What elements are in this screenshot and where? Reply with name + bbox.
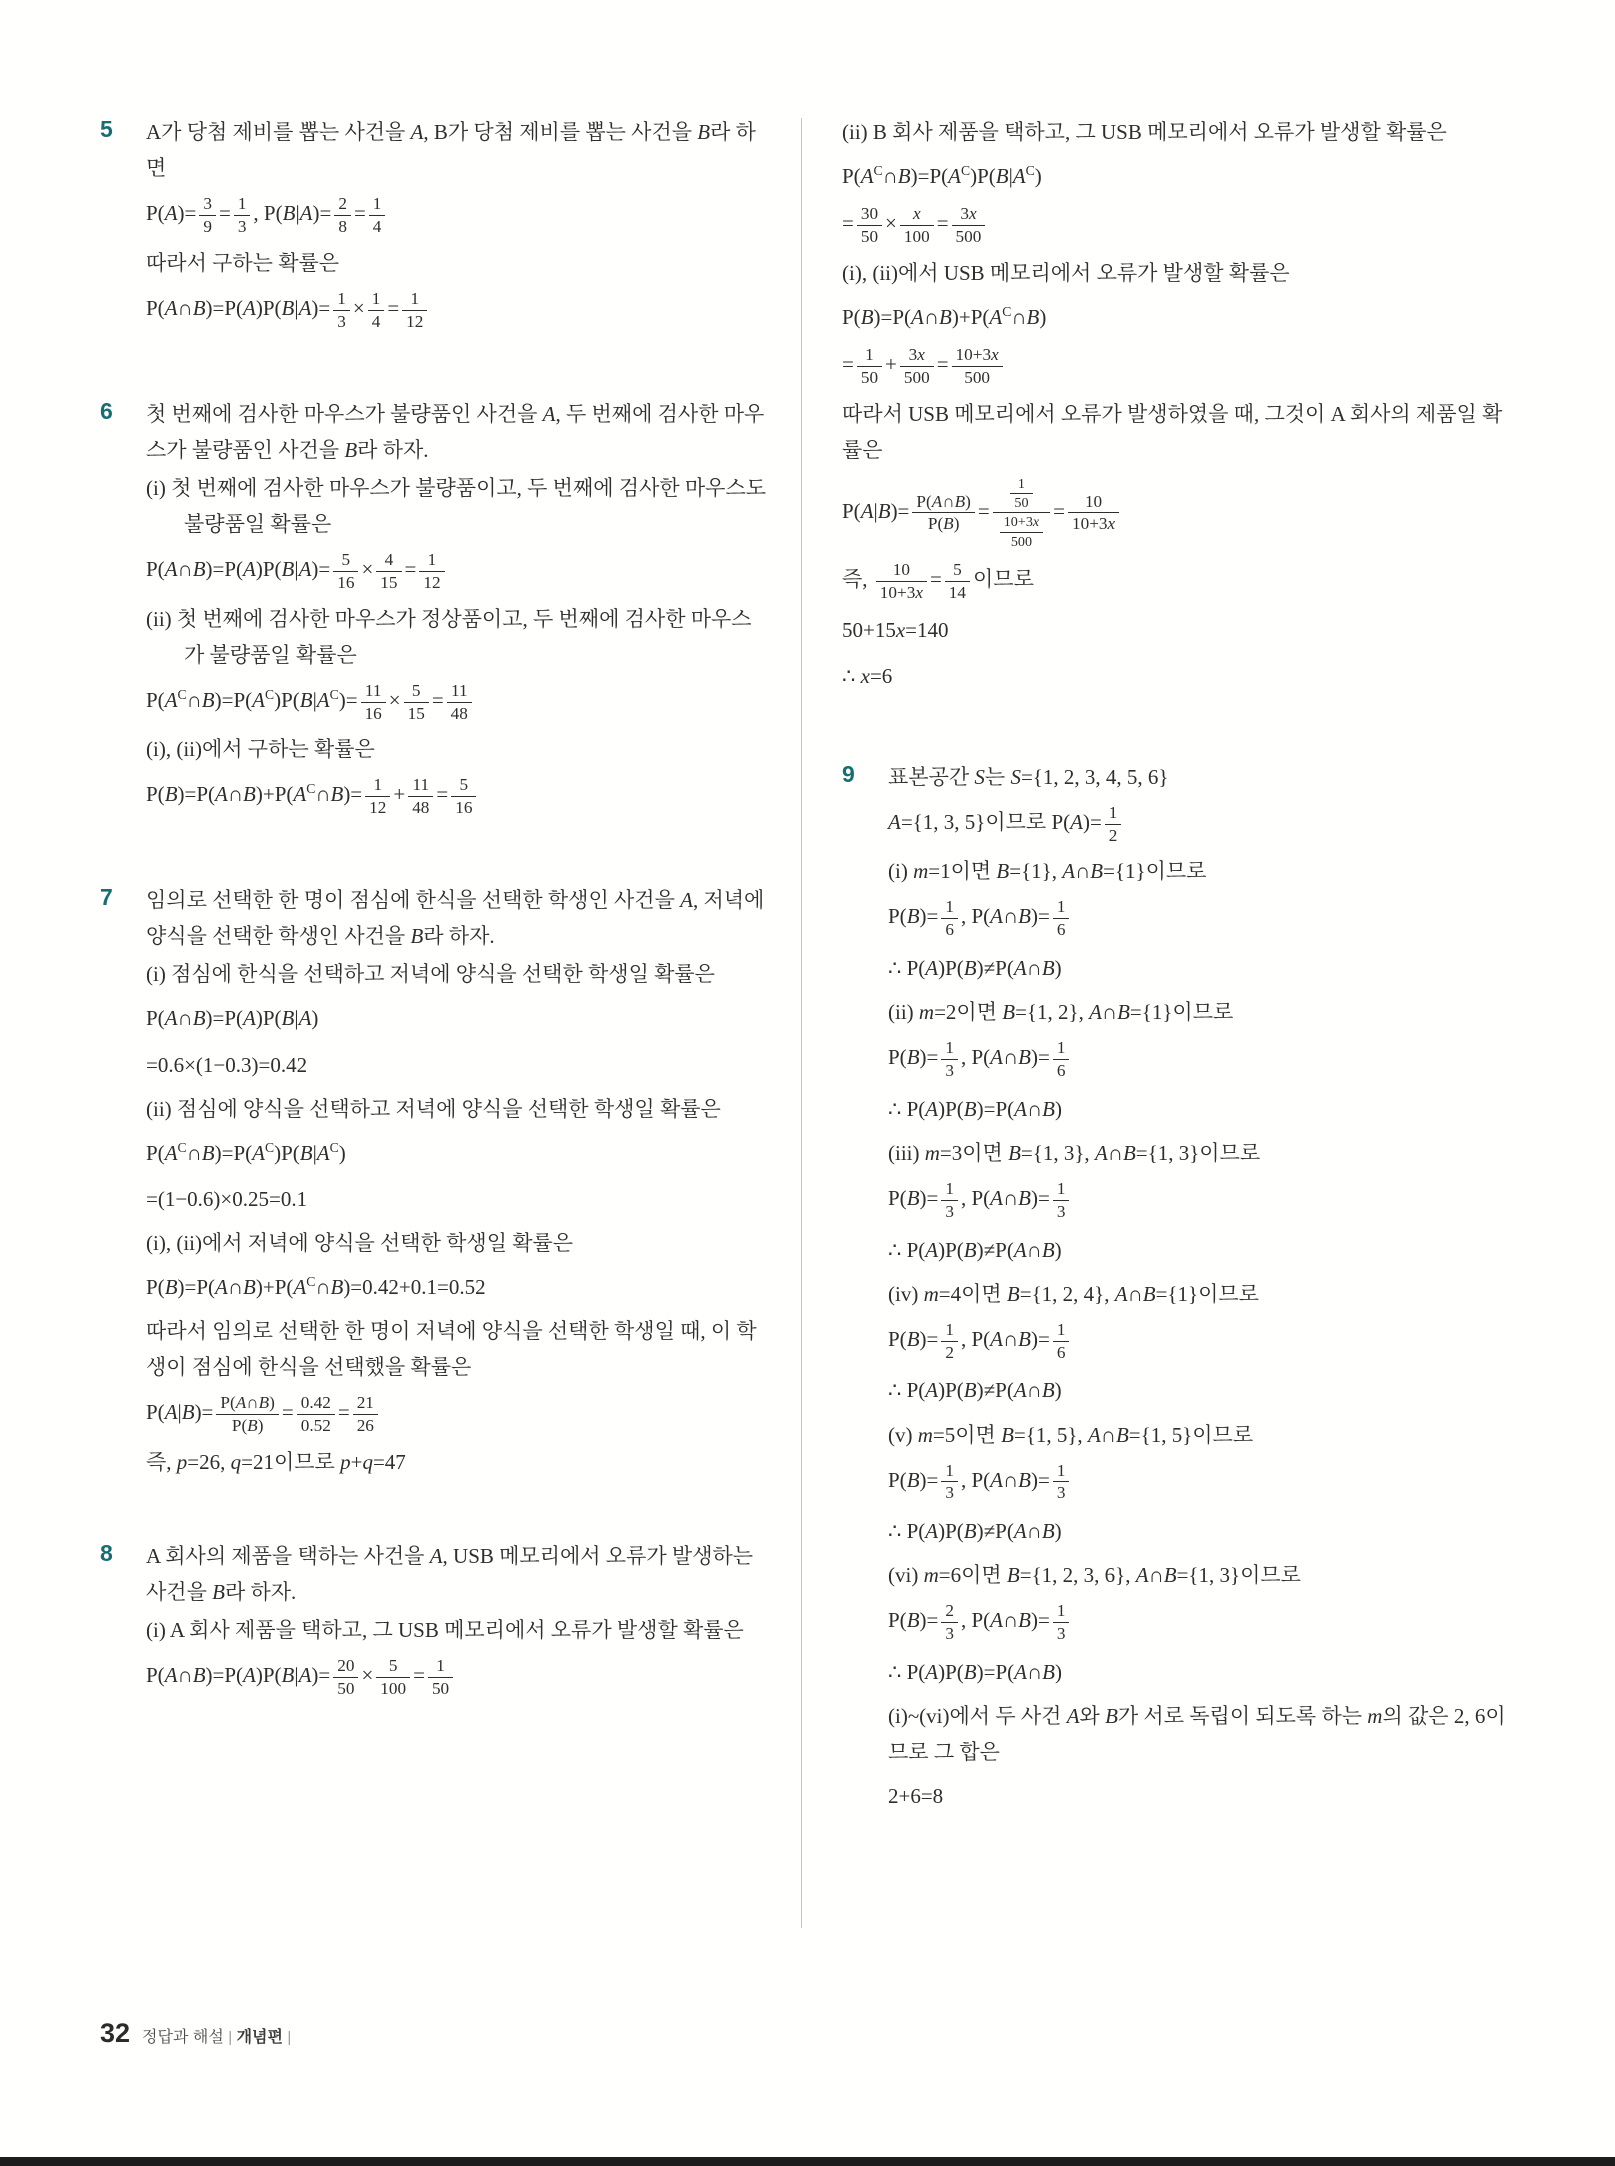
fraction: $\frac{P(A\cap B)}{P(B)}$ (216, 1393, 279, 1436)
fraction: $\frac{1}{50}$ (1010, 476, 1032, 511)
fraction: $\frac{1}{3}$ (1053, 1179, 1070, 1222)
fraction: $\frac{0.42}{0.52}$ (297, 1393, 335, 1436)
formula-line: P(B)= $\frac{1}{3}$ , P(A∩B)= $\frac{1}{3}$ (888, 1177, 1510, 1224)
text-line: (i) A 회사 제품을 택하고, 그 USB 메모리에서 오류가 발생할 확률은 (146, 1618, 744, 1643)
footer-separator: | (287, 2029, 292, 2046)
text-line: A가 당첨 제비를 뽑는 사건을 A, B가 당첨 제비를 뽑는 사건을 B라 하면 (146, 120, 756, 181)
fraction: $\frac{2}{3}$ (941, 1601, 958, 1644)
page-bottom-bar (0, 2157, 1615, 2166)
problem (100, 112, 768, 340)
text-line: A 회사의 제품을 택하는 사건을 A, USB 메모리에서 오류가 발생하는 사건을 B라 하자. (146, 1544, 754, 1605)
fraction: $\frac{5}{15}$ (404, 681, 429, 724)
fraction: $\frac{1}{6}$ (1053, 897, 1070, 940)
formula-line: ∴ P(A)P(B)≠P(A∩B) (888, 1237, 1062, 1262)
formula-line: 50+15x=140 (842, 618, 949, 643)
formula-line: ∴ P(A)P(B)=P(A∩B) (888, 1660, 1062, 1685)
problem-number: 9 (842, 760, 855, 787)
problem-body (146, 1536, 768, 1707)
fraction: $\frac{4}{15}$ (376, 550, 401, 593)
formula-line: $P(A^C\cap B)=P(A^C)P(B|A^C)$ (842, 163, 1042, 189)
fraction: $\frac{1}{12}$ (402, 289, 427, 332)
footer-book-label: 개념편 (236, 2029, 283, 2046)
text-line: 따라서 구하는 확률은 (146, 250, 340, 275)
problem (100, 880, 768, 1482)
formula-line: P(A)= $\frac{3}{9}$ = $\frac{1}{3}$ , P(B|A)= $\frac{2}{8}$ = $\frac{1}{4}$ (146, 192, 768, 239)
formula-line: 즉, $\frac{10}{10+3x}$ = $\frac{5}{14}$ 이므로 (842, 559, 1034, 602)
problem-body (146, 394, 768, 827)
fraction: $\frac{1}{3}$ (941, 1038, 958, 1081)
formula-line: P(B)= $\frac{1}{6}$ , P(A∩B)= $\frac{1}{6}$ (888, 895, 1510, 942)
fraction: $\frac{1}{3}$ (333, 289, 350, 332)
fraction: $\frac{11}{48}$ (447, 681, 472, 724)
problem-number: 8 (100, 1540, 113, 1567)
footer-separator: | (228, 2029, 233, 2046)
fraction: $\frac{30}{50}$ (857, 204, 882, 247)
formula-line: $P(B)=P(A\cap B)+P(A^C\cap B)=0.42+0.1=0.52$ (146, 1274, 486, 1300)
fraction: $\frac{5}{16}$ (451, 775, 476, 818)
formula-line: P(A|B)= $\frac{P(A\cap B)}{P(B)}$ = $\frac{\frac{1}{50}}{\frac{10+3x}{500}}$ = $\frac{10}{10+3x}$ (842, 474, 1510, 552)
formula-line: 2+6=8 (888, 1784, 944, 1809)
text-line: 따라서 임의로 선택한 한 명이 저녁에 양식을 선택한 학생일 때, 이 학생이 점심에 한식을 선택했을 확률은 (146, 1319, 757, 1380)
fraction: $\frac{1}{3}$ (1053, 1461, 1070, 1504)
footer-section-label: 정답과 해설 (142, 2029, 224, 2046)
fraction: $\frac{5}{14}$ (945, 560, 970, 603)
page-number: 32 (100, 2018, 131, 2048)
problem-number: 7 (100, 884, 113, 911)
formula-line: ∴ P(A)P(B)≠P(A∩B) (888, 1378, 1062, 1403)
fraction: $\frac{21}{26}$ (353, 1393, 378, 1436)
fraction: $\frac{1}{4}$ (369, 194, 386, 237)
formula-line: = $\frac{30}{50}$ × $\frac{x}{100}$ = $\frac{3x}{500}$ (842, 202, 1510, 249)
text-line: (ii) 첫 번째에 검사한 마우스가 정상품이고, 두 번째에 검사한 마우스가 불량품일 확률은 (146, 606, 752, 667)
formula-line: P(A∩B)=P(A)P(B|A)= $\frac{20}{50}$ × $\frac{5}{100}$ = $\frac{1}{50}$ (146, 1654, 768, 1701)
footer-label (142, 2024, 291, 2047)
text-line: (vi) m=6이면 B={1, 2, 3, 6}, A∩B={1, 3}이므로 (888, 1563, 1301, 1588)
problem-body (146, 112, 768, 340)
formula-line: P(B)= $\frac{1}{3}$ , P(A∩B)= $\frac{1}{6}$ (888, 1036, 1510, 1083)
fraction: $\frac{11}{16}$ (361, 681, 386, 724)
formula-line: P(A∩B)=P(A)P(B|A)= $\frac{5}{16}$ × $\frac{4}{15}$ = $\frac{1}{12}$ (146, 548, 768, 595)
fraction: $\frac{1}{6}$ (1053, 1320, 1070, 1363)
fraction: $\frac{1}{12}$ (365, 775, 390, 818)
fraction: $\frac{1}{3}$ (1053, 1601, 1070, 1644)
formula-line: P(B)= $\frac{1}{3}$ , P(A∩B)= $\frac{1}{3}$ (888, 1459, 1510, 1506)
problem-body (842, 112, 1510, 703)
formula-line: P(B)= $\frac{2}{3}$ , P(A∩B)= $\frac{1}{3}$ (888, 1599, 1510, 1646)
formula-line: P(A|B)= $\frac{P(A\cap B)}{P(B)}$ = $\frac{0.42}{0.52}$ = $\frac{21}{26}$ (146, 1391, 768, 1438)
text-line: (ii) 점심에 양식을 선택하고 저녁에 양식을 선택한 학생일 확률은 (146, 1096, 721, 1121)
problem (100, 394, 768, 827)
fraction (993, 476, 1050, 550)
formula-line: =(1−0.6)×0.25=0.1 (146, 1186, 308, 1211)
text-line: 임의로 선택한 한 명이 점심에 한식을 선택한 학생인 사건을 A, 저녁에 양식을 선택한 학생인 사건을 B라 하자. (146, 888, 765, 949)
fraction: $\frac{5}{16}$ (333, 550, 358, 593)
fraction: $\frac{3}{9}$ (199, 194, 216, 237)
fraction: $\frac{11}{48}$ (408, 775, 433, 818)
fraction: $\frac{1}{4}$ (368, 289, 385, 332)
fraction: $\frac{1}{3}$ (941, 1179, 958, 1222)
text-line: 첫 번째에 검사한 마우스가 불량품인 사건을 A, 두 번째에 검사한 마우스가 불량품인 사건을 B라 하자. (146, 401, 765, 462)
page-footer (100, 2018, 291, 2049)
fraction: $\frac{3x}{500}$ (952, 204, 986, 247)
text-line: (v) m=5이면 B={1, 5}, A∩B={1, 5}이므로 (888, 1422, 1254, 1447)
formula-line: = $\frac{1}{50}$ + $\frac{3x}{500}$ = $\frac{10+3x}{500}$ (842, 343, 1510, 390)
formula-line: ∴ P(A)P(B)≠P(A∩B) (888, 956, 1062, 980)
fraction: $\frac{3x}{500}$ (900, 345, 934, 388)
text-line: (i) m=1이면 B={1}, A∩B={1}이므로 (888, 859, 1207, 884)
fraction: $\frac{20}{50}$ (333, 1656, 358, 1699)
problem (842, 112, 1510, 703)
fraction: $\frac{2}{8}$ (334, 194, 351, 237)
fraction: $\frac{1}{3}$ (941, 1461, 958, 1504)
fraction: $\frac{1}{6}$ (941, 897, 958, 940)
text-line: (i) 첫 번째에 검사한 마우스가 불량품이고, 두 번째에 검사한 마우스도 불량품일 확률은 (146, 475, 767, 536)
fraction: $\frac{1}{50}$ (857, 345, 882, 388)
formula-line: $P(B)=P(A\cap B)+P(A^C\cap B)=$ $\frac{1}{12}$ + $\frac{11}{48}$ = $\frac{5}{16}$ (146, 773, 768, 820)
text-line: (iv) m=4이면 B={1, 2, 4}, A∩B={1}이므로 (888, 1281, 1259, 1306)
text-line: 즉, p=26, q=21이므로 p+q=47 (146, 1449, 406, 1474)
text-line: (i) 점심에 한식을 선택하고 저녁에 양식을 선택한 학생일 확률은 (146, 962, 715, 987)
problem-body (888, 757, 1510, 1823)
formula-line: ∴ P(A)P(B)=P(A∩B) (888, 1096, 1062, 1121)
problem-number: 5 (100, 116, 113, 142)
fraction: $\frac{10+3x}{500}$ (952, 345, 1003, 388)
formula-line: =0.6×(1−0.3)=0.42 (146, 1052, 308, 1077)
text-line: (i), (ii)에서 저녁에 양식을 선택한 학생일 확률은 (146, 1230, 574, 1255)
text-line: 따라서 USB 메모리에서 오류가 발생하였을 때, 그것이 A 회사의 제품일 확률은 (842, 401, 1503, 462)
right-column (842, 112, 1510, 1823)
fraction: $\frac{1}{2}$ (1105, 803, 1122, 846)
fraction: $\frac{1}{12}$ (419, 550, 444, 593)
fraction: $\frac{1}{2}$ (941, 1320, 958, 1363)
fraction: $\frac{P(A\cap B)}{P(B)}$ (912, 492, 975, 535)
text-line: 표본공간 S는 S={1, 2, 3, 4, 5, 6} (888, 764, 1169, 789)
left-column (100, 112, 768, 1707)
formula-line: $P(A^C\cap B)=P(A^C)P(B|A^C)$ (146, 1139, 346, 1165)
fraction: $\frac{10+3x}{500}$ (1000, 514, 1043, 549)
formula-line: ∴ P(A)P(B)≠P(A∩B) (888, 1519, 1062, 1544)
formula-line: $P(B)=P(A\cap B)+P(A^C\cap B)$ (842, 303, 1047, 329)
text-line: (i), (ii)에서 구하는 확률은 (146, 737, 375, 762)
text-line: (i), (ii)에서 USB 메모리에서 오류가 발생할 확률은 (842, 260, 1290, 285)
problem (100, 1536, 768, 1707)
text-line: (ii) B 회사 제품을 택하고, 그 USB 메모리에서 오류가 발생할 확률은 (842, 120, 1447, 144)
formula-line: P(A∩B)=P(A)P(B|A)= $\frac{1}{3}$ × $\frac{1}{4}$ = $\frac{1}{12}$ (146, 287, 768, 334)
fraction: $\frac{1}{6}$ (1053, 1038, 1070, 1081)
text-line: (ii) m=2이면 B={1, 2}, A∩B={1}이므로 (888, 1000, 1234, 1025)
formula-line: A={1, 3, 5}이므로 P(A)= $\frac{1}{2}$ (888, 801, 1510, 848)
fraction: $\frac{1}{50}$ (428, 1656, 453, 1699)
fraction: $\frac{10}{10+3x}$ (876, 560, 927, 603)
fraction: $\frac{x}{100}$ (900, 204, 934, 247)
formula-line: $P(A^C\cap B)=P(A^C)P(B|A^C)=$ $\frac{11}{16}$ × $\frac{5}{15}$ = $\frac{11}{48}$ (146, 679, 768, 726)
text-line: (i)~(vi)에서 두 사건 A와 B가 서로 독립이 되도록 하는 m의 값은 2, 6이므로 그 합은 (888, 1704, 1506, 1765)
problem-number: 6 (100, 397, 113, 424)
fraction: $\frac{10}{10+3x}$ (1068, 492, 1119, 535)
problem (842, 757, 1510, 1823)
formula-line: P(B)= $\frac{1}{2}$ , P(A∩B)= $\frac{1}{6}$ (888, 1318, 1510, 1365)
column-divider (801, 118, 802, 1928)
formula-line: ∴ x=6 (842, 664, 893, 689)
fraction: $\frac{5}{100}$ (376, 1656, 410, 1699)
fraction: $\frac{1}{3}$ (234, 194, 251, 237)
text-line: (iii) m=3이면 B={1, 3}, A∩B={1, 3}이므로 (888, 1140, 1261, 1165)
formula-line: P(A∩B)=P(A)P(B|A) (146, 1006, 319, 1031)
problem-body (146, 880, 768, 1482)
